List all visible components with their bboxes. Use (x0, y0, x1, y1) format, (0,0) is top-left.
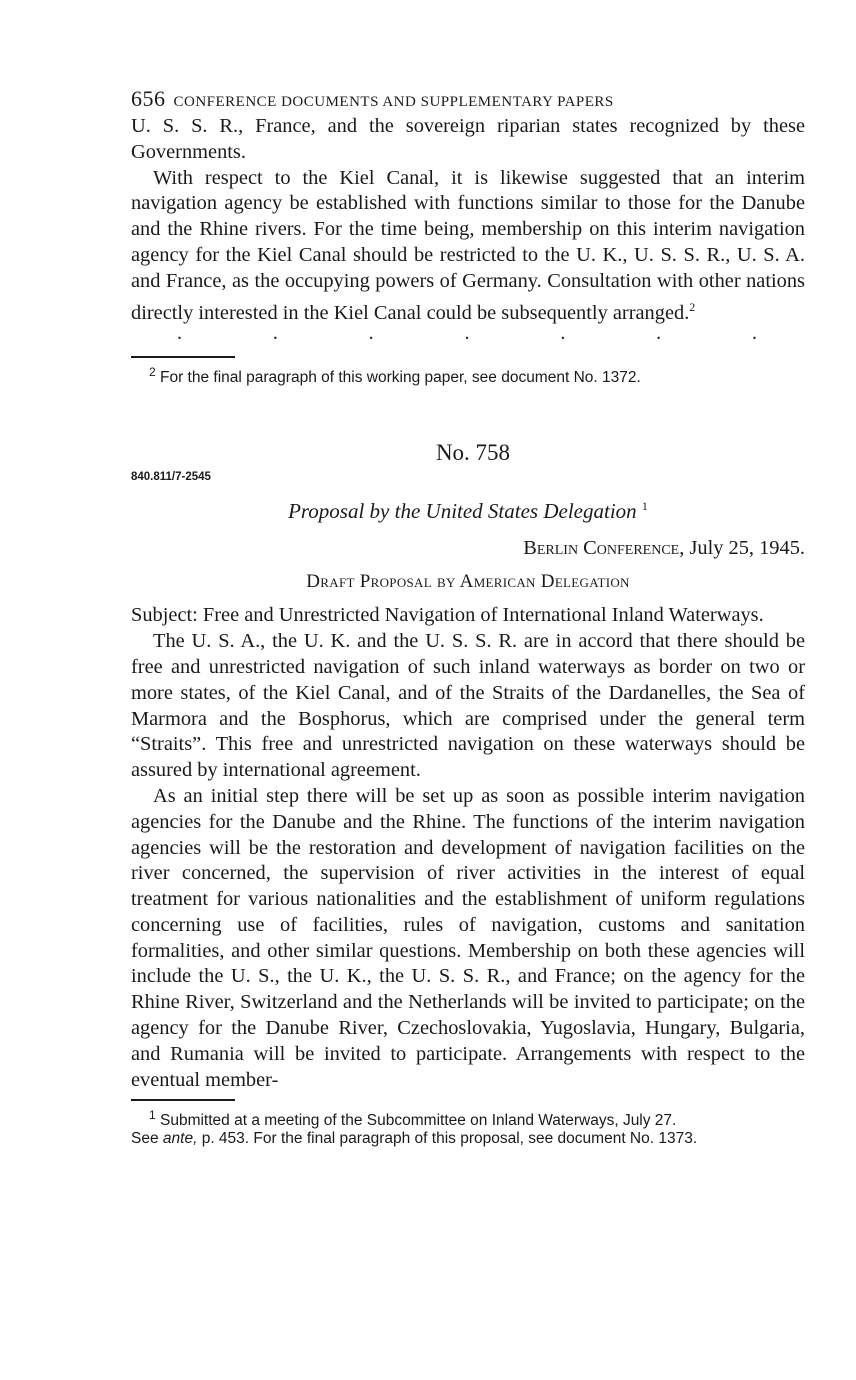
footnote-2 (131, 364, 805, 386)
omission-ellipsis (131, 322, 805, 350)
dateline (131, 535, 805, 561)
page-number: 656 (131, 86, 166, 111)
continuation-paragraph: U. S. S. R., France, and the sovereign riparian states recognized by these Governments. (131, 115, 805, 163)
running-head (131, 84, 805, 114)
document-page (131, 84, 805, 1147)
footnote-text: Submitted at a meeting of the Subcommittee on Inland Waterways, July 27. (160, 1112, 677, 1130)
dateline-place: Berlin Conference, (523, 537, 685, 560)
footnote-mark: 1 (149, 1108, 156, 1123)
footnote-italic: ante, (162, 1129, 198, 1147)
footnote-ref-2: 2 (689, 299, 696, 314)
ellipsis-dot: . (464, 322, 470, 345)
draft-heading: Draft Proposal by American Delegation (306, 571, 630, 593)
document-number: No. 758 (435, 440, 511, 466)
footnote-ref-1: 1 (641, 499, 648, 514)
footnote-mark: 2 (149, 365, 156, 380)
ellipsis-dot: . (656, 322, 662, 345)
kiel-canal-text: With respect to the Kiel Canal, it is likewise suggested that an interim navigation agency be established with functions similar to those for the Danube and the Rhine rivers. For the time being, membership on this interim navigation agency for the Kiel Canal should be restricted to the U. K., U. S. S. R., U. S. A. and France, as the occupying powers of Germany. Consultation with other nations directly interested in the Kiel Canal could be subsequently arranged. (131, 166, 805, 324)
footnote-text: For the final paragraph of this working paper, see document No. 1372. (160, 369, 641, 387)
ellipsis-dot: . (560, 322, 566, 345)
footnote-text: p. 453. For the final paragraph of this proposal, see document No. 1373. (201, 1129, 698, 1147)
dateline-date: July 25, 1945. (689, 537, 805, 560)
document-title (131, 492, 805, 525)
ellipsis-dot: . (751, 322, 757, 345)
proposal-paragraph-2: As an initial step there will be set up as soon as possible interim navigation agencies for the Danube and the Rhine. The functions of the interim navigation agencies will be the restoration and development of navigation facilities on the river concerned, the supervision of river activities in the interest of equal treatment for various nationalities and the establishment of uniform regulations concerning use of facilities, rules of navigation, customs and sanitation formalities, and other similar questions. Membership on both these agencies will include the U. S., the U. K., the U. S. S. R., and France; on the agency for the Rhine River, Switzerland and the Netherlands will be invited to participate; on the agency for the Danube River, Czechoslovakia, Yugoslavia, Hungary, Bulgaria, and Rumania will be invited to participate. Arrangements with respect to the eventual member- (131, 784, 805, 1091)
footnote-rule (131, 356, 235, 358)
running-head-title: CONFERENCE DOCUMENTS AND SUPPLEMENTARY PAPERS (173, 94, 614, 110)
document-title-text: Proposal by the United States Delegation (288, 499, 637, 524)
footnote-1-line-2 (131, 1130, 805, 1147)
ellipsis-dot: . (177, 322, 182, 345)
proposal-paragraph-1: The U. S. A., the U. K. and the U. S. S. R. are in accord that there should be free and unrestricted navigation of such inland waterways as border on two or more states, of the Kiel Canal, and of the Straits of the Dardanelles, the Sea of Marmora and the Bosphorus, which are comprised under the general term “Straits”. This free and unrestricted navigation on these waterways should be assured by international agreement. (131, 630, 805, 782)
kiel-canal-paragraph (131, 166, 805, 327)
footnote-1 (131, 1107, 805, 1146)
subject-line: Subject: Free and Unrestricted Navigation of International Inland Waterways. (131, 604, 764, 627)
ellipsis-dot: . (272, 322, 278, 345)
file-number: 840.811/7-2545 (131, 471, 211, 484)
footnote-text: See (131, 1129, 159, 1147)
footnote-rule (131, 1099, 235, 1101)
footnote-1-line-1 (131, 1107, 805, 1129)
ellipsis-dot: . (368, 322, 374, 345)
